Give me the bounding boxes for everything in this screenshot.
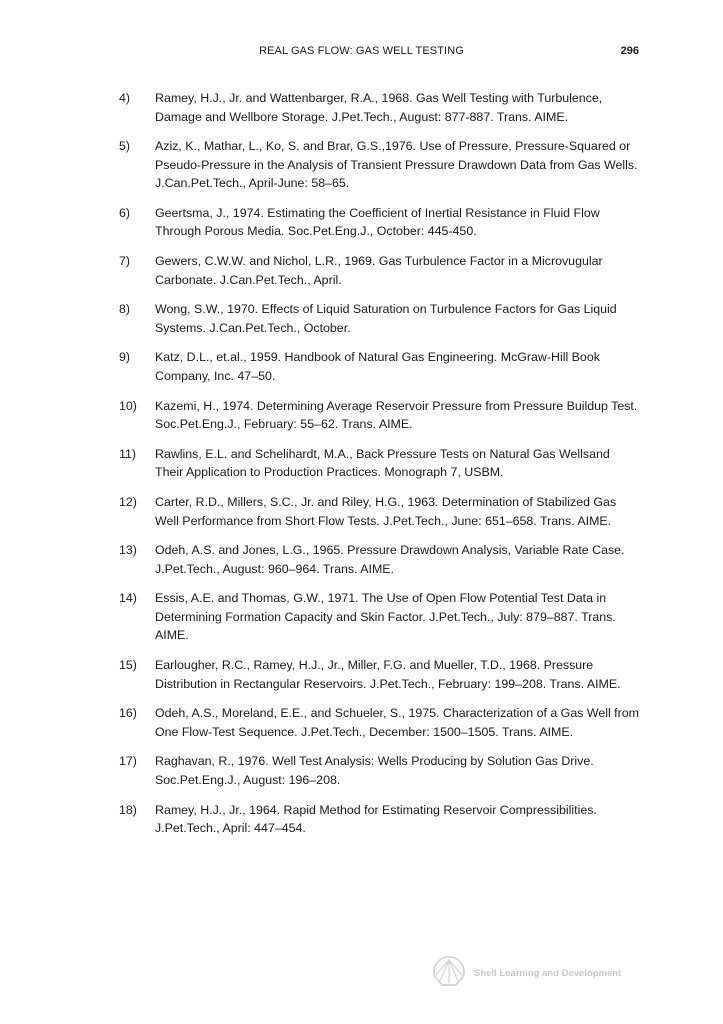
reference-list [0, 89, 723, 849]
reference-number: 11) [119, 446, 136, 461]
reference-item [0, 704, 723, 741]
reference-number: 13) [119, 543, 137, 558]
footer-text: Shell Learning and Development [474, 968, 622, 979]
reference-number: 16) [119, 706, 137, 721]
reference-item [0, 397, 723, 434]
reference-item [0, 656, 723, 693]
reference-text: Geertsma, J., 1974. Estimating the Coefficient of Inertial Resistance in Fluid Flow Through Porous Media. Soc.Pet.Eng.J., October: 445-450. [155, 205, 600, 239]
reference-text: Raghavan, R., 1976. Well Test Analysis: Wells Producing by Solution Gas Drive. Soc.Pet.Eng.J., August: 196–208. [155, 754, 594, 787]
reference-number: 14) [119, 591, 137, 606]
reference-text: Odeh, A.S., Moreland, E.E., and Schueler, S., 1975. Characterization of a Gas Well from One Flow-Test Sequence. J.Pet.Tech., December: 1500–1505. Trans. AIME. [155, 706, 639, 739]
shell-logo-icon [432, 955, 466, 987]
reference-text: Ramey, H.J., Jr. and Wattenbarger, R.A., 1968. Gas Well Testing with Turbulence, Damage and Wellbore Storage. J.Pet.Tech., August: 877-887. Trans. AIME. [155, 91, 603, 124]
reference-item [0, 137, 723, 193]
reference-item [0, 348, 723, 385]
reference-number: 6) [119, 205, 131, 220]
reference-text: Wong, S.W., 1970. Effects of Liquid Saturation on Turbulence Factors for Gas Liquid Systems. J.Can.Pet.Tech., October. [155, 302, 617, 335]
reference-text: Carter, R.D., Millers, S.C., Jr. and Riley, H.G., 1963. Determination of Stabilized Gas Well Performance from Short Flow Tests. J.Pet.Tech., June: 651–658. Trans. AIME. [155, 495, 617, 528]
reference-text: Gewers, C.W.W. and Nichol, L.R., 1969. Gas Turbulence Factor in a Microvugular Carbonate. J.Can.Pet.Tech., April. [155, 254, 603, 287]
reference-item [0, 204, 723, 241]
reference-number: 18) [119, 802, 137, 817]
reference-item [0, 541, 723, 578]
reference-text: Aziz, K., Mathar, L., Ko, S. and Brar, G.S.,1976. Use of Pressure, Pressure-Squared or Pseudo-Pressure in the Analysis of Transient Pressure Drawdown Data from Gas Wells. J.Can.Pet.Tech., April-June: 58–65. [155, 139, 638, 191]
reference-number: 4) [119, 91, 131, 105]
reference-text: Kazemi, H., 1974. Determining Average Reservoir Pressure from Pressure Buildup Test. Soc.Pet.Eng.J., February: 55–62. Trans. AIME. [155, 398, 638, 432]
page-number: 296 [620, 45, 639, 57]
reference-number: 12) [119, 495, 137, 509]
reference-item [0, 493, 723, 530]
reference-text: Earlougher, R.C., Ramey, H.J., Jr., Miller, F.G. and Mueller, T.D., 1968. Pressure Distribution in Rectangular Reservoirs. J.Pet.Tech., February: 199–208. Trans. AIME. [155, 658, 621, 691]
reference-number: 8) [119, 302, 131, 317]
reference-text: Ramey, H.J., Jr., 1964. Rapid Method for Estimating Reservoir Compressibilities. J.Pet.Tech., April: 447–454. [155, 802, 597, 836]
footer-logo [432, 955, 642, 989]
reference-text: Odeh, A.S. and Jones, L.G., 1965. Pressure Drawdown Analysis, Variable Rate Case. J.Pet.Tech., August: 960–964. Trans. AIME. [155, 543, 625, 576]
reference-text: Rawlins, E.L. and Schelihardt, M.A., Back Pressure Tests on Natural Gas Wellsand Their Application to Production Practices. Monograph 7, USBM. [155, 446, 610, 480]
reference-item [0, 445, 723, 482]
reference-item [0, 252, 723, 289]
page-header [0, 45, 723, 61]
reference-number: 15) [119, 658, 137, 673]
reference-item [0, 589, 723, 645]
reference-text: Essis, A.E. and Thomas, G.W., 1971. The Use of Open Flow Potential Test Data in Determining Formation Capacity and Skin Factor. J.Pet.Tech., July: 879–887. Trans. AIME. [155, 591, 616, 643]
header-title: REAL GAS FLOW: GAS WELL TESTING [259, 45, 464, 57]
reference-number: 10) [119, 398, 137, 413]
reference-number: 9) [119, 350, 131, 365]
reference-item [0, 300, 723, 337]
reference-number: 17) [119, 754, 137, 769]
reference-text: Katz, D.L., et.al., 1959. Handbook of Natural Gas Engineering. McGraw-Hill Book Company, Inc. 47–50. [155, 350, 600, 383]
reference-number: 7) [119, 254, 131, 269]
reference-number: 5) [119, 139, 131, 154]
reference-item [0, 752, 723, 789]
reference-item [0, 89, 723, 126]
reference-item [0, 801, 723, 838]
